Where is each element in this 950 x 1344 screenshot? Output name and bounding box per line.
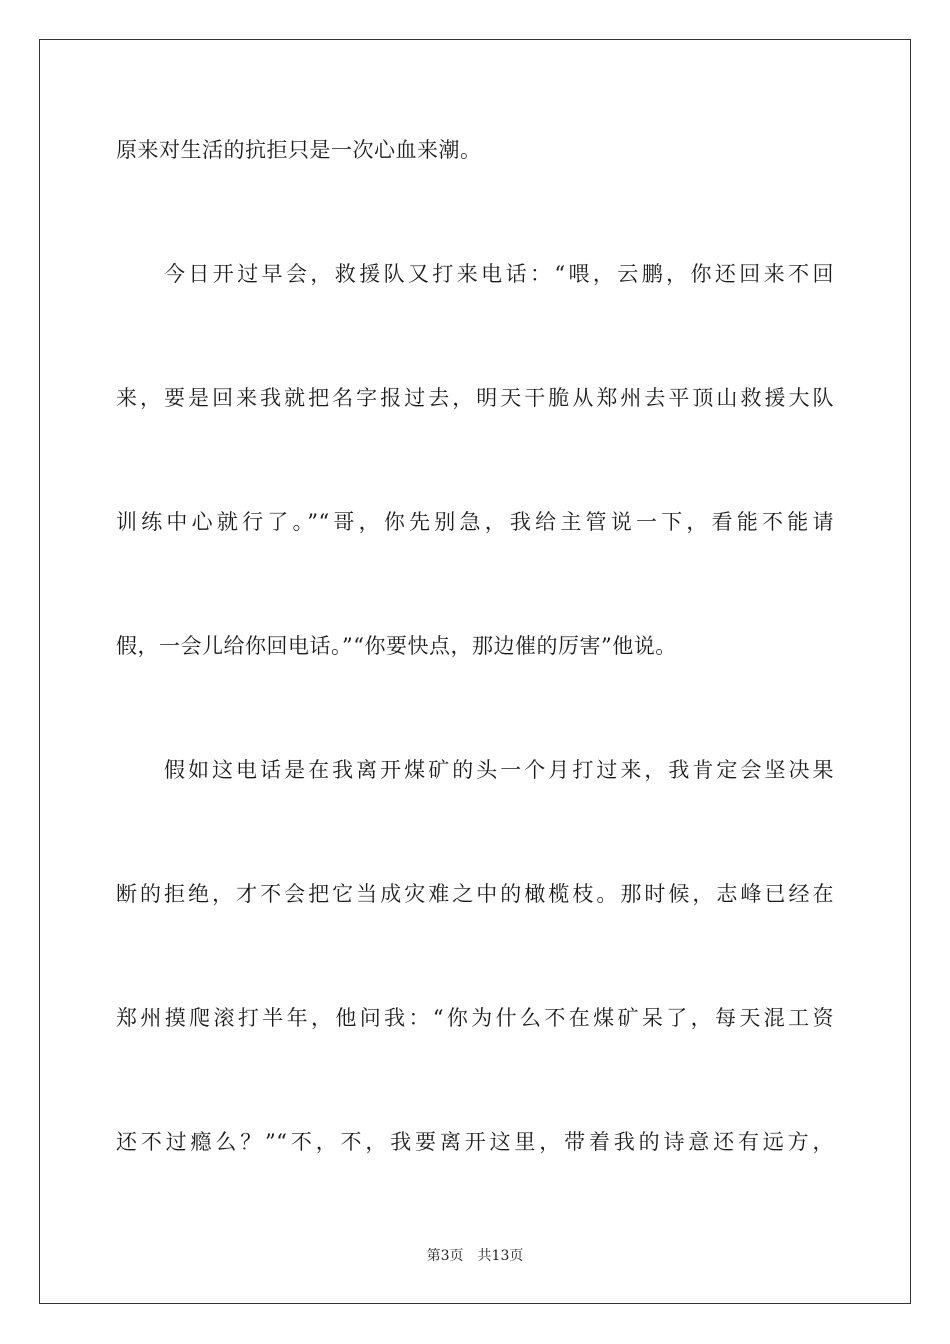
text-line-3: 来，要是回来我就把名字报过去，明天干脆从郑州去平顶山救援大队 [116,386,834,410]
page-number-footer: 第3页 共13页 [426,1248,524,1264]
text-line-1: 原来对生活的抗拒只是一次心血来潮。 [116,138,482,162]
text-line-2: 今日开过早会，救援队又打来电话：“喂，云鹏，你还回来不回 [164,262,834,286]
text-line-4: 训练中心就行了。”“哥，你先别急，我给主管说一下，看能不能请 [116,510,834,534]
page-border [39,39,911,1304]
text-line-8: 郑州摸爬滚打半年，他问我：“你为什么不在煤矿呆了，每天混工资 [116,1006,834,1030]
text-line-9: 还不过瘾么？”“不，不，我要离开这里，带着我的诗意还有远方， [116,1130,834,1154]
text-line-5: 假，一会儿给你回电话。”“你要快点，那边催的厉害”他说。 [116,634,677,658]
text-line-6: 假如这电话是在我离开煤矿的头一个月打过来，我肯定会坚决果 [164,758,834,782]
text-line-7: 断的拒绝，才不会把它当成灾难之中的橄榄枝。那时候，志峰已经在 [116,882,834,906]
